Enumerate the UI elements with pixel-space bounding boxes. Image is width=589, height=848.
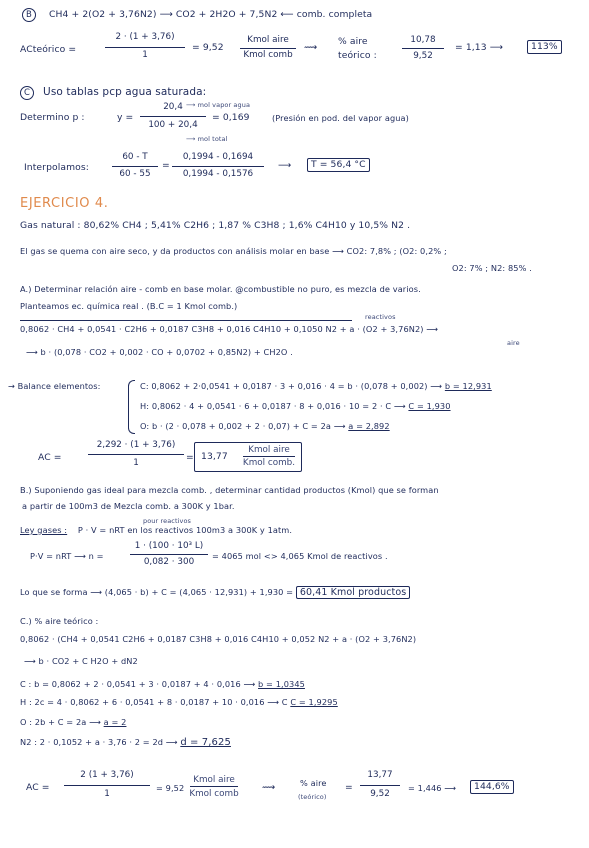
pct-aire-label-2: teórico : (338, 50, 377, 61)
ac2-units-bar (243, 456, 295, 457)
nn-line (20, 736, 231, 749)
hh-expr: H : 2c = 4 · 0,8062 + 6 · 0,0541 + 8 · 0,0187 + 10 · 0,016 ⟶ C (20, 697, 288, 707)
hh-result: C = 1,9295 (290, 697, 338, 707)
pct-den: 9,52 (413, 51, 433, 61)
interp-label: Interpolamos: (24, 162, 89, 173)
ac3-result: = 9,52 (156, 783, 185, 793)
interp-result-box: T = 56,4 °C (307, 158, 370, 172)
section-b-marker: B (22, 8, 36, 22)
statement-line-3: O2: 7% ; N2: 85% . (452, 263, 532, 273)
ac2-result-box (194, 442, 302, 472)
interp-num-l: 60 - T (122, 152, 148, 162)
final-result-box: 60,41 Kmol productos (296, 586, 410, 599)
balance-c (140, 380, 492, 392)
ac-teorico-bar (105, 47, 185, 48)
oo-expr: O : 2b + C = 2a ⟶ (20, 717, 101, 727)
y-den: 100 + 20,4 (148, 120, 198, 130)
pct3-label-1: % aire (300, 778, 327, 788)
interp-bar-l (112, 166, 158, 167)
ac2-units-num: Kmol aire (248, 445, 290, 455)
hh-line (20, 696, 338, 708)
ac2-result: 13,77 (201, 451, 228, 462)
ley-note: pour reactivos (143, 517, 192, 525)
pv-eq: P·V = nRT ⟶ n = (30, 551, 104, 561)
oo-result: a = 2 (103, 717, 127, 727)
interp-den-r: 0,1994 - 0,1576 (182, 169, 254, 179)
ac3-bar (64, 785, 150, 786)
ac3-den: 1 (104, 789, 110, 799)
interp-den-l: 60 - 55 (119, 169, 151, 179)
ac3-label: AC = (26, 782, 50, 793)
nn-result: d = 7,625 (180, 737, 231, 748)
equation-line-4: ⟶ b · CO2 + C H2O + dN2 (24, 656, 138, 666)
gas-natural-composition: Gas natural : 80,62% CH4 ; 5,41% C2H6 ; 1,87 % C3H8 ; 1,6% C4H10 y 10,5% N2 . (20, 220, 411, 231)
balance-o-expr: O: b · (2 · 0,078 + 0,002 + 2 · 0,07) + C = 2a ⟶ (140, 421, 346, 431)
exercise-title: EJERCICIO 4. (20, 196, 109, 211)
ac2-den: 1 (133, 458, 139, 468)
ac-teorico-den: 1 (142, 50, 148, 60)
arrow-3: ⟿ (262, 782, 276, 793)
final-expr: Lo que se forma ⟶ (4,065 · b) + C = (4,065 · 12,931) + 1,930 = (20, 587, 294, 597)
interp-num-r: 0,1994 - 0,1694 (182, 152, 254, 162)
y-result: = 0,169 (212, 112, 250, 123)
ac3-units-den: Kmol comb (189, 789, 239, 799)
pct3-eq-sign: = (345, 782, 353, 793)
y-num: 20,4 (163, 102, 183, 112)
ac2-eq: = (186, 452, 194, 463)
cc-result: b = 1,0345 (258, 679, 305, 689)
final-line (20, 586, 410, 599)
ac-teorico-num: 2 · (1 + 3,76) (115, 32, 175, 42)
ac3-units-bar (190, 786, 238, 787)
ac-units-bar (240, 48, 296, 49)
equation-line-2: ⟶ b · (0,078 · CO2 + 0,002 · CO + 0,0702 + 0,85N2) + CH2O . (26, 347, 293, 357)
determino-label: Determino p : (20, 112, 85, 123)
pct-result-box: 113% (527, 40, 562, 54)
balance-o-result: a = 2,892 (348, 421, 390, 431)
cc-line (20, 678, 305, 690)
section-c-title: Uso tablas pcp agua saturada: (43, 86, 207, 98)
ac-teorico-result: = 9,52 (192, 42, 224, 53)
statement-line-2: El gas se quema con aire seco, y da productos con análisis molar en base ⟶ CO2: 7,8% ; (O2: 0,2% ; (20, 246, 447, 256)
ac-units-den: Kmol comb (243, 50, 293, 60)
part-b-title-1: B.) Suponiendo gas ideal para mezcla comb. , determinar cantidad productos (Kmol) que se forman (20, 485, 439, 495)
balance-h (140, 400, 451, 412)
y-label: y = (117, 112, 134, 123)
pct-eq: = 1,13 ⟶ (455, 42, 503, 53)
nn-expr: N2 : 2 · 0,1052 + a · 3,76 · 2 = 2d ⟶ (20, 737, 178, 747)
reactivos-note: reactivos (365, 313, 396, 321)
ley-eq: P · V = nRT en los reactivos 100m3 a 300K y 1atm. (77, 525, 293, 535)
arrow-1: ⟿ (304, 42, 318, 53)
balance-h-result: C = 1,930 (408, 401, 451, 411)
pct-aire-label-1: % aire (338, 36, 368, 47)
cc-expr: C : b = 0,8062 + 2 · 0,0541 + 3 · 0,0187 + 4 · 0,016 ⟶ (20, 679, 256, 689)
balance-c-result: b = 12,931 (444, 381, 492, 391)
pv-res: = 4065 mol <> 4,065 Kmol de reactivos . (212, 551, 388, 561)
section-c-line (20, 86, 206, 100)
ac2-label: AC = (38, 452, 62, 463)
ac3-units-num: Kmol aire (193, 775, 235, 785)
balance-label: → Balance elementos: (8, 381, 101, 391)
ac-units-num: Kmol aire (247, 35, 289, 45)
pct3-bar (360, 785, 400, 786)
note-vapor: ⟶ mol vapor agua (186, 101, 251, 109)
pct3-eq: = 1,446 ⟶ (408, 783, 457, 793)
balance-h-expr: H: 0,8062 · 4 + 0,0541 · 6 + 0,0187 · 8 + 0,016 · 10 = 2 · C ⟶ (140, 401, 406, 411)
interp-bar-r (172, 166, 264, 167)
pv-num: 1 · (100 · 10³ L) (134, 541, 204, 551)
ac2-units-den: Kmol comb. (242, 458, 296, 468)
oo-line (20, 716, 126, 728)
note-total: ⟶ mol total (186, 135, 228, 143)
pct3-result-box: 144,6% (470, 780, 514, 794)
part-c-title: C.) % aire teórico : (20, 616, 99, 626)
equation-line-1: 0,8062 · CH4 + 0,0541 · C2H6 + 0,0187 C3H8 + 0,016 C4H10 + 0,1050 N2 + a · (O2 + 3,76N2) ⟶ (20, 324, 439, 334)
part-b-title-2: a partir de 100m3 de Mezcla comb. a 300K y 1bar. (22, 501, 235, 511)
balance-brace (128, 380, 135, 434)
ley-line (20, 524, 292, 536)
y-bar (140, 116, 206, 117)
equation-line-3: 0,8062 · (CH4 + 0,0541 C2H6 + 0,0187 C3H8 + 0,016 C4H10 + 0,052 N2 + a · (O2 + 3,76N2) (20, 634, 417, 644)
underline-plant (20, 320, 352, 321)
arrow-2: ⟶ (278, 160, 292, 171)
section-c-marker: C (20, 86, 34, 100)
pct3-num: 13,77 (367, 770, 393, 780)
pv-bar (130, 554, 208, 555)
part-a-title: A.) Determinar relación aire - comb en base molar. @combustible no puro, es mezcla de varios. (20, 284, 421, 294)
ley-label: Ley gases : (20, 525, 68, 535)
interp-eq: = (162, 160, 170, 171)
ac-teorico-label: ACteórico = (20, 44, 77, 55)
pct-num: 10,78 (410, 35, 436, 45)
pct-bar (402, 48, 444, 49)
ac2-bar (88, 454, 184, 455)
ac3-num: 2 (1 + 3,76) (80, 770, 134, 780)
part-a-plant: Planteamos ec. química real . (B.C = 1 Kmol comb.) (20, 301, 238, 311)
balance-c-expr: C: 0,8062 + 2·0,0541 + 0,0187 · 3 + 0,016 · 4 = b · (0,078 + 0,002) ⟶ (140, 381, 443, 391)
pct3-label-2: (teórico) (298, 793, 327, 801)
pv-den: 0,082 · 300 (143, 557, 195, 567)
balance-o (140, 420, 390, 432)
section-b-line (22, 8, 372, 22)
aire-note: aire (507, 339, 520, 347)
pct3-den: 9,52 (370, 789, 390, 799)
y-comment: (Presión en pod. del vapor agua) (272, 113, 409, 123)
ac2-num: 2,292 · (1 + 3,76) (96, 440, 176, 450)
reaction-complete: CH4 + 2(O2 + 3,76N2) ⟶ CO2 + 2H2O + 7,5N2 ⟵ comb. completa (49, 9, 373, 20)
